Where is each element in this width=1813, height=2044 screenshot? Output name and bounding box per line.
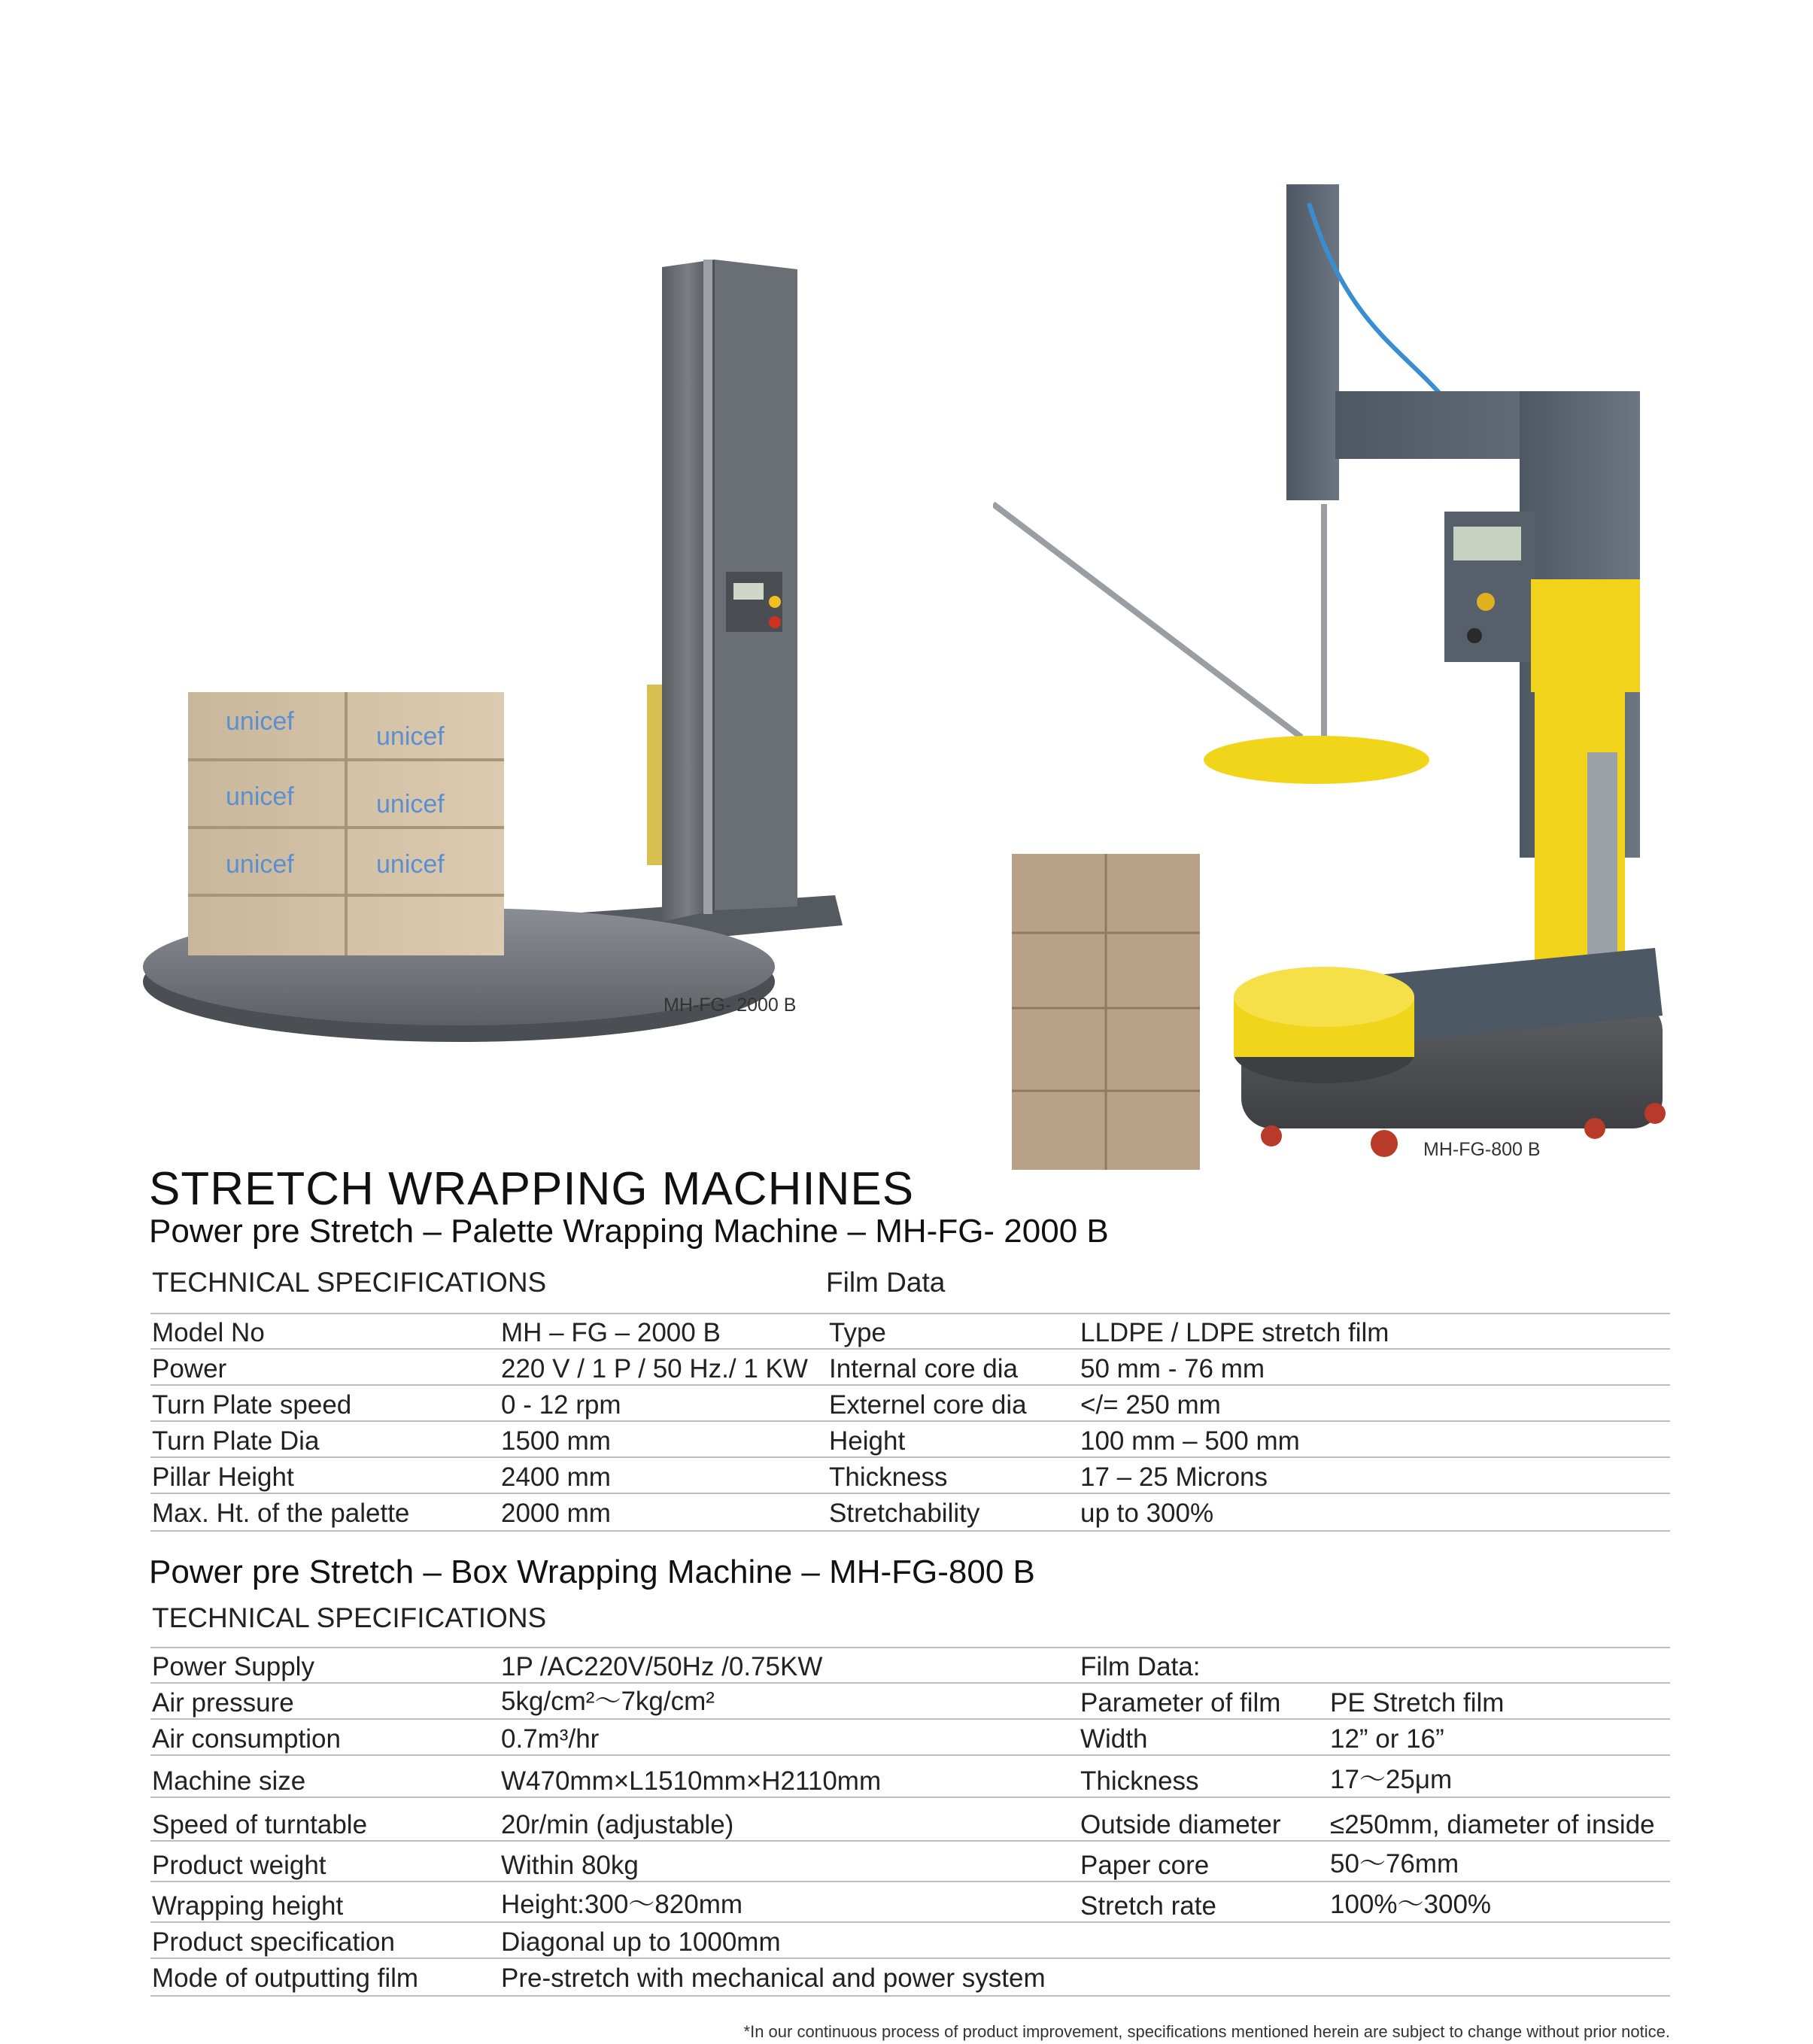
table-cell: Externel core dia bbox=[829, 1390, 1027, 1420]
table-cell: 2000 mm bbox=[501, 1499, 611, 1528]
press-cylinder bbox=[1286, 184, 1339, 500]
footnote: *In our continuous process of product improvement, specifications mentioned herein are subject to change without prior notice. bbox=[743, 2022, 1670, 2041]
table-cell: LLDPE / LDPE stretch film bbox=[1080, 1318, 1389, 1347]
pallet-machine-subtitle: Power pre Stretch – Palette Wrapping Machine – MH-FG- 2000 B bbox=[149, 1213, 1109, 1250]
table-cell: Stretchability bbox=[829, 1499, 980, 1528]
box-print: unicef bbox=[226, 707, 294, 736]
table-row bbox=[150, 1881, 1670, 1923]
table-row bbox=[150, 1796, 1670, 1842]
box-print: unicef bbox=[376, 790, 445, 819]
table-row bbox=[150, 1493, 1670, 1532]
table-row bbox=[150, 1718, 1670, 1756]
table-cell: ≤250mm, diameter of inside bbox=[1330, 1810, 1655, 1839]
table-cell: 17～25μm bbox=[1330, 1765, 1453, 1794]
table-cell: 1500 mm bbox=[501, 1426, 611, 1456]
table-row bbox=[150, 1921, 1670, 1959]
box-print: unicef bbox=[376, 850, 445, 879]
box-print: unicef bbox=[226, 850, 294, 879]
table-cell: Type bbox=[829, 1318, 886, 1347]
box-wrapping-machine-image bbox=[993, 173, 1685, 1181]
table-row bbox=[150, 1348, 1670, 1386]
box-print: unicef bbox=[376, 722, 445, 751]
box-machine-caption: MH-FG-800 B bbox=[1423, 1139, 1541, 1160]
table-cell: Internal core dia bbox=[829, 1354, 1018, 1383]
table-cell: MH – FG – 2000 B bbox=[501, 1318, 721, 1347]
table-cell: 12” or 16” bbox=[1330, 1724, 1444, 1754]
table-cell: 50 mm - 76 mm bbox=[1080, 1354, 1265, 1383]
table-row bbox=[150, 1754, 1670, 1798]
table-cell: Machine size bbox=[152, 1766, 306, 1796]
table-row bbox=[150, 1682, 1670, 1720]
table-cell: up to 300% bbox=[1080, 1499, 1214, 1528]
pallet-film-data-heading: Film Data bbox=[826, 1267, 946, 1298]
table-cell: Height:300～820mm bbox=[501, 1890, 743, 1919]
pallet-tech-spec-heading: TECHNICAL SPECIFICATIONS bbox=[152, 1267, 547, 1298]
table-cell: W470mm×L1510mm×H2110mm bbox=[501, 1766, 882, 1796]
pallet-wrapping-machine-image bbox=[143, 248, 850, 1053]
table-cell: Thickness bbox=[829, 1462, 948, 1492]
table-row bbox=[150, 1957, 1670, 1997]
pallet-spec-table bbox=[150, 1313, 1670, 1538]
table-cell: PE Stretch film bbox=[1330, 1688, 1505, 1718]
table-cell: Parameter of film bbox=[1080, 1688, 1281, 1718]
table-cell: 1P /AC220V/50Hz /0.75KW bbox=[501, 1652, 823, 1681]
table-row bbox=[150, 1456, 1670, 1494]
table-cell: Thickness bbox=[1080, 1766, 1199, 1796]
table-cell: Speed of turntable bbox=[152, 1810, 368, 1839]
table-cell: Product specification bbox=[152, 1927, 395, 1957]
table-cell: Power Supply bbox=[152, 1652, 314, 1681]
table-row bbox=[150, 1420, 1670, 1458]
table-row bbox=[150, 1384, 1670, 1422]
table-cell: Width bbox=[1080, 1724, 1148, 1754]
table-row bbox=[150, 1313, 1670, 1350]
box-machine-subtitle: Power pre Stretch – Box Wrapping Machine – MH-FG-800 B bbox=[149, 1554, 1035, 1590]
table-cell: 20r/min (adjustable) bbox=[501, 1810, 734, 1839]
pallet-machine-caption: MH-FG- 2000 B bbox=[664, 995, 797, 1016]
table-cell: Product weight bbox=[152, 1851, 326, 1880]
table-row bbox=[150, 1647, 1670, 1684]
press-plate bbox=[1204, 736, 1429, 784]
table-cell: Model No bbox=[152, 1318, 265, 1347]
table-cell: Air consumption bbox=[152, 1724, 341, 1754]
table-cell: Air pressure bbox=[152, 1688, 294, 1718]
table-cell: Max. Ht. of the palette bbox=[152, 1499, 410, 1528]
page-title: STRETCH WRAPPING MACHINES bbox=[149, 1163, 915, 1215]
table-cell: 50～76mm bbox=[1330, 1849, 1459, 1878]
table-cell: 2400 mm bbox=[501, 1462, 611, 1492]
table-cell: Power bbox=[152, 1354, 227, 1383]
table-cell: Wrapping height bbox=[152, 1891, 344, 1921]
table-cell: Outside diameter bbox=[1080, 1810, 1281, 1839]
table-cell: Turn Plate Dia bbox=[152, 1426, 320, 1456]
table-cell: 100%～300% bbox=[1330, 1890, 1492, 1919]
table-row bbox=[150, 1840, 1670, 1882]
table-cell: 0 - 12 rpm bbox=[501, 1390, 621, 1420]
table-cell: Pillar Height bbox=[152, 1462, 294, 1492]
table-cell: 100 mm – 500 mm bbox=[1080, 1426, 1300, 1456]
table-cell: Stretch rate bbox=[1080, 1891, 1216, 1921]
table-cell: Diagonal up to 1000mm bbox=[501, 1927, 781, 1957]
table-cell: 17 – 25 Microns bbox=[1080, 1462, 1268, 1492]
table-cell: 220 V / 1 P / 50 Hz./ 1 KW bbox=[501, 1354, 808, 1383]
box-print: unicef bbox=[226, 782, 294, 811]
box-spec-table bbox=[150, 1647, 1670, 2008]
table-cell: 0.7m³/hr bbox=[501, 1724, 600, 1754]
table-cell: </= 250 mm bbox=[1080, 1390, 1221, 1420]
table-cell: Turn Plate speed bbox=[152, 1390, 352, 1420]
table-cell: Film Data: bbox=[1080, 1652, 1201, 1681]
table-cell: Pre-stretch with mechanical and power system bbox=[501, 1964, 1046, 1993]
table-cell: Paper core bbox=[1080, 1851, 1210, 1880]
table-cell: Height bbox=[829, 1426, 906, 1456]
table-cell: 5kg/cm²～7kg/cm² bbox=[501, 1687, 715, 1716]
table-cell: Within 80kg bbox=[501, 1851, 639, 1880]
turntable bbox=[1234, 967, 1414, 1027]
box-tech-spec-heading: TECHNICAL SPECIFICATIONS bbox=[152, 1602, 547, 1633]
table-cell: Mode of outputting film bbox=[152, 1964, 419, 1993]
